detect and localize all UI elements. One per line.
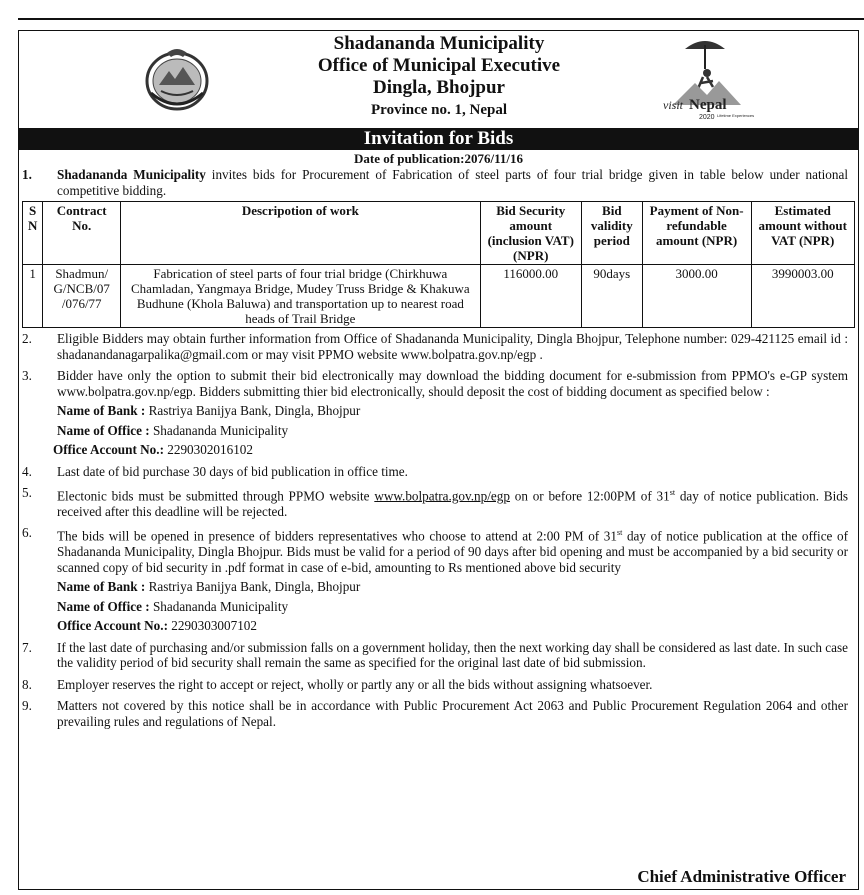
bank-value: Rastriya Banijya Bank, Dingla, Bhojpur — [145, 579, 361, 595]
clause-text: Employer reserves the right to accept or reject, wholly or partly any or all the bids without assigning whatsoever. — [57, 676, 653, 692]
clause-text: Matters not covered by this notice shall be in accordance with Public Procurement Act 2063 and Public Procurement Regulation 2064 and other prevailing rules and regulations of Nepal. — [57, 698, 848, 729]
cell-sn: 1 — [23, 265, 43, 328]
clause-text: If the last date of purchasing and/or submission falls on a government holiday, then the next working day shall be considered as last date. In such case the validity period of bid security shall remain the same as specified for the original last date of bid submission. — [57, 639, 848, 671]
clause-1 — [19, 167, 858, 198]
invitation-banner: Invitation for Bids — [19, 128, 858, 150]
account-value: 2290302016102 — [163, 442, 253, 457]
clause-text-b: on or before 12:00PM of 31 — [509, 488, 670, 504]
clause-8 — [19, 677, 858, 693]
clause-text: The bids will be opened in presence of bidders representatives who choose to attend at 2:00 PM of 31 — [57, 528, 617, 544]
col-sn: S N — [23, 202, 43, 265]
clause-number: 1. — [22, 167, 32, 182]
office-label: Name of Office : — [57, 598, 150, 614]
col-description: Descripotion of work — [121, 202, 480, 265]
account-value: 2290303007102 — [167, 618, 257, 634]
cell-validity: 90days — [581, 265, 642, 328]
account-label: Office Account No.: — [53, 442, 164, 457]
clause-number: 2. — [22, 331, 32, 346]
egp-link[interactable]: www.bolpatra.gov.np/egp — [374, 488, 510, 504]
clause-2 — [19, 331, 858, 362]
col-validity: Bid validity period — [581, 202, 642, 265]
office-label: Name of Office : — [57, 422, 150, 438]
municipality-name: Shadananda Municipality — [333, 33, 545, 54]
cell-security: 116000.00 — [480, 265, 581, 328]
clause-6 — [19, 525, 858, 633]
location: Dingla, Bhojpur — [373, 77, 505, 98]
signature-title: Chief Administrative Officer — [637, 867, 846, 886]
office-name: Office of Municipal Executive — [317, 55, 561, 76]
cell-estimated: 3990003.00 — [751, 265, 855, 328]
clause-text: Last date of bid purchase 30 days of bid publication in office time. — [57, 463, 408, 479]
clause-number: 9. — [22, 698, 32, 714]
ordinal-suffix: st — [617, 528, 623, 538]
bank-line — [57, 579, 848, 595]
clause-text: Eligible Bidders may obtain further information from Office of Shadananda Municipality, Dingla Bhojpur, Telephone number: 029-421125 email id : shadanandanagarpalika@gmail.com or may visit PPMO website www.bolpatra.gov.np/egp . — [57, 331, 848, 362]
clause-text: invites bids for Procurement of Fabrication of steel parts of four trial bridge given in table below under national competitive bidding. — [57, 167, 848, 198]
bids-table — [22, 201, 855, 328]
svg-text:Lifetime Experiences: Lifetime Experiences — [717, 113, 755, 118]
svg-text:visit: visit — [663, 98, 683, 112]
clause-number: 7. — [22, 639, 32, 655]
cell-payment: 3000.00 — [642, 265, 751, 328]
office-value: Shadananda Municipality — [149, 598, 289, 614]
col-contract: Contract No. — [43, 202, 121, 265]
bank-value: Rastriya Banijya Bank, Dingla, Bhojpur — [145, 403, 361, 418]
nepal-emblem-logo — [137, 43, 217, 113]
office-line — [57, 423, 848, 439]
notice-body — [19, 167, 858, 735]
col-bid-security: Bid Security amount (inclusion VAT) (NPR) — [480, 202, 581, 265]
clause-number: 5. — [22, 485, 32, 500]
clause-4 — [19, 464, 858, 480]
publication-date: Date of publication:2076/11/16 — [353, 151, 523, 166]
notice-header — [19, 31, 858, 126]
table-row — [23, 265, 855, 328]
account-line — [53, 442, 848, 458]
bank-line — [57, 403, 848, 419]
top-rule — [18, 18, 864, 20]
clause-7 — [19, 640, 858, 671]
clause-text: Electonic bids must be submitted through PPMO website — [57, 488, 375, 504]
office-line — [57, 599, 848, 615]
municipality-bold: Shadananda Municipality — [57, 167, 206, 182]
svg-text:Nepal: Nepal — [689, 97, 727, 113]
col-payment: Payment of Non-refundable amount (NPR) — [642, 202, 751, 265]
ordinal-suffix: st — [669, 488, 676, 497]
cell-description: Fabrication of steel parts of four trial bridge (Chirkhuwa Chamladan, Yangmaya Bridge, Mudey Truss Bridge & Khakuwa Budhune (Khola Baluwa) and transportation up to nearest road heads of Trail Bridge — [121, 265, 480, 328]
clause-text: Bidder have only the option to submit their bid electronically may download the bidding document for e-submission from PPMO's e-GP system www.bolpatra.gov.np/egp. Bidders submitting thier bid electronically, should deposit the cost of bidding document as specified below : — [57, 368, 848, 399]
header-titles — [229, 33, 649, 119]
clause-text-b: day of notice publication at the office of Shadananda Municipality, Dingla Bhojpur. Bids must be valid for a period of 90 days after bid opening and must be accompanied by a bid security or scanned copy of bid security in .pdf format in case of e-bid, amounting to Rs mentioned above bid security — [57, 528, 849, 575]
visit-nepal-logo — [655, 35, 755, 121]
account-label: Office Account No.: — [57, 618, 168, 634]
clause-text-c: day of notice publication. Bids received after this deadline will be rejected. — [57, 488, 848, 519]
clause-number: 8. — [22, 676, 32, 692]
office-value: Shadananda Municipality — [149, 422, 289, 438]
account-line — [57, 618, 848, 634]
bank-label: Name of Bank : — [57, 403, 146, 418]
clause-5 — [19, 485, 858, 519]
col-estimated: Estimated amount without VAT (NPR) — [751, 202, 855, 265]
table-header-row — [23, 202, 855, 265]
province: Province no. 1, Nepal — [371, 102, 507, 118]
svg-text:2020: 2020 — [699, 114, 715, 121]
clause-number: 4. — [22, 463, 32, 479]
notice-frame — [18, 30, 859, 890]
clause-number: 6. — [22, 525, 32, 541]
cell-contract: Shadmun/ G/NCB/07 /076/77 — [43, 265, 121, 328]
clause-9 — [19, 698, 858, 729]
clause-number: 3. — [22, 368, 32, 383]
bank-label: Name of Bank : — [57, 579, 146, 595]
clause-3 — [19, 368, 858, 458]
